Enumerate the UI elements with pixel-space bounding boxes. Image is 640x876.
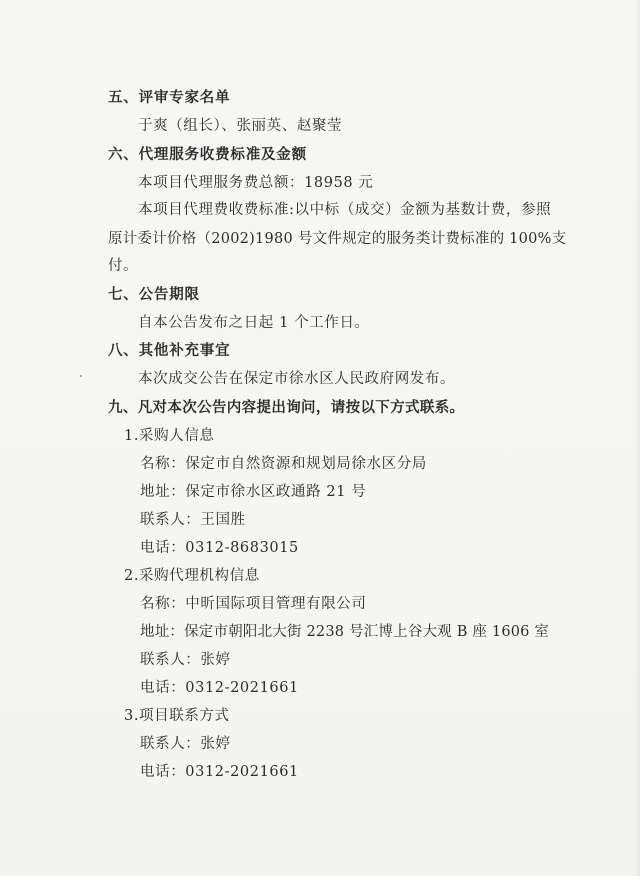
purchaser-contact: 联系人：王国胜 bbox=[140, 512, 246, 528]
agency-contact: 联系人：张婷 bbox=[140, 652, 231, 668]
section-5-heading: 五、评审专家名单 bbox=[108, 90, 231, 106]
scan-edge-shadow bbox=[634, 0, 640, 876]
section-7-heading: 七、公告期限 bbox=[108, 287, 200, 303]
purchaser-phone: 电话：0312-8683015 bbox=[140, 540, 299, 556]
section-8-heading: 八、其他补充事宜 bbox=[108, 343, 231, 359]
section-9-heading: 九、凡对本次公告内容提出询问，请按以下方式联系。 bbox=[108, 400, 465, 416]
project-contact-person: 联系人：张婷 bbox=[140, 736, 231, 752]
project-contact-title: 3.项目联系方式 bbox=[124, 708, 230, 724]
section-8-publication: 本次成交公告在保定市徐水区人民政府网发布。 bbox=[138, 371, 456, 387]
section-6-fee-standard-line-3: 付。 bbox=[108, 258, 139, 274]
project-contact-phone: 电话：0312-2021661 bbox=[140, 764, 299, 780]
section-6-heading: 六、代理服务收费标准及金额 bbox=[108, 147, 307, 163]
section-6-fee-standard-line-2: 原计委计价格（2002)1980 号文件规定的服务类计费标准的 100%支 bbox=[108, 231, 567, 247]
section-7-period: 自本公告发布之日起 1 个工作日。 bbox=[138, 315, 370, 331]
purchaser-info-title: 1.采购人信息 bbox=[124, 428, 215, 444]
agency-name: 名称：中昕国际项目管理有限公司 bbox=[140, 596, 367, 612]
agency-address: 地址：保定市朝阳北大街 2238 号汇博上谷大观 B 座 1606 室 bbox=[140, 624, 550, 640]
section-6-fee-total: 本项目代理服务费总额：18958 元 bbox=[138, 175, 374, 191]
agency-phone: 电话：0312-2021661 bbox=[140, 680, 299, 696]
scan-speck bbox=[80, 375, 82, 377]
purchaser-name: 名称：保定市自然资源和规划局徐水区分局 bbox=[140, 456, 427, 472]
section-5-experts: 于爽（组长）、张丽英、赵聚莹 bbox=[138, 118, 343, 134]
agency-info-title: 2.采购代理机构信息 bbox=[124, 568, 260, 584]
purchaser-address: 地址：保定市徐水区政通路 21 号 bbox=[140, 484, 367, 500]
section-6-fee-standard-line-1: 本项目代理费收费标准:以中标（成交）金额为基数计费，参照 bbox=[138, 202, 552, 218]
